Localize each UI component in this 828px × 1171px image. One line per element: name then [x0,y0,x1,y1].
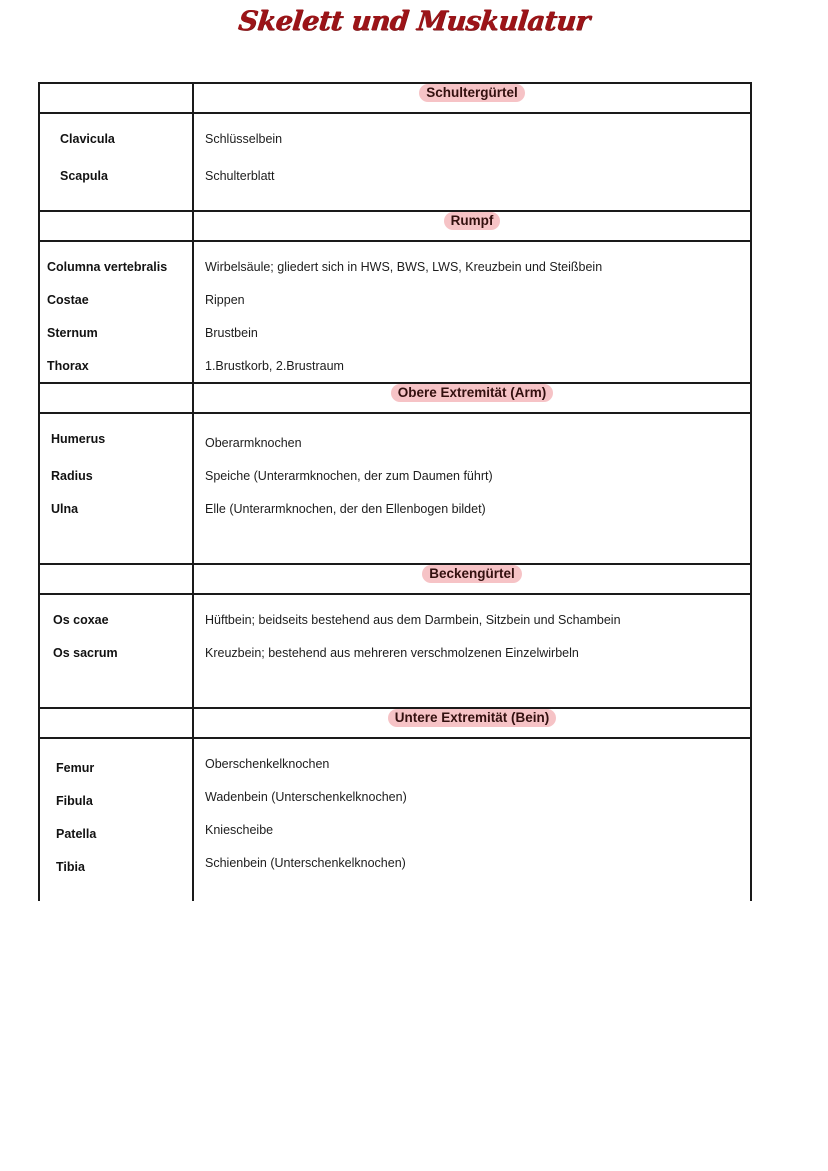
section-header-cell [193,211,751,241]
section-label-rumpf: Rumpf [444,212,501,230]
term-costae: Costae [47,293,89,307]
section-header-row [39,211,751,241]
term-clavicula: Clavicula [60,132,115,146]
section-label-schultergurtel: Schultergürtel [419,84,525,102]
section-header-cell [193,383,751,413]
section-header-row [39,564,751,594]
term-column [39,738,193,901]
section-header-spacer [39,83,193,113]
section-body-row [39,594,751,708]
section-header-spacer [39,708,193,738]
section-body-row [39,241,751,383]
description-column [193,594,751,708]
description-column [193,241,751,383]
term-column [39,413,193,564]
term-patella: Patella [56,827,97,841]
description-tibia: Schienbein (Unterschenkelknochen) [205,856,406,870]
term-columna-vertebralis: Columna vertebralis [47,260,168,274]
description-os-coxae: Hüftbein; beidseits bestehend aus dem Darmbein, Sitzbein und Schambein [205,613,621,627]
description-radius: Speiche (Unterarmknochen, der zum Daumen führt) [205,469,493,483]
description-humerus: Oberarmknochen [205,436,302,450]
bone-terminology-table [38,82,752,901]
term-os-sacrum: Os sacrum [53,646,118,660]
term-fibula: Fibula [56,794,93,808]
term-humerus: Humerus [51,432,106,446]
description-scapula: Schulterblatt [205,169,275,183]
term-radius: Radius [51,469,93,483]
section-label-obere-extremitaet: Obere Extremität (Arm) [391,384,554,402]
description-costae: Rippen [205,293,245,307]
page-title: Skelett und Muskulatur [236,6,592,37]
description-fibula: Wadenbein (Unterschenkelknochen) [205,790,407,804]
term-column [39,241,193,383]
section-header-cell [193,564,751,594]
section-body-row [39,413,751,564]
description-sternum: Brustbein [205,326,258,340]
description-clavicula: Schlüsselbein [205,132,283,146]
term-column [39,113,193,211]
section-label-beckengurtel: Beckengürtel [422,565,522,583]
description-column [193,113,751,211]
description-os-sacrum: Kreuzbein; bestehend aus mehreren verschmolzenen Einzelwirbeln [205,646,579,660]
section-label-untere-extremitaet: Untere Extremität (Bein) [388,709,557,727]
section-header-row [39,383,751,413]
section-header-cell [193,708,751,738]
description-thorax: 1.Brustkorb, 2.Brustraum [205,359,344,373]
section-body-row [39,113,751,211]
section-header-row [39,83,751,113]
section-header-row [39,708,751,738]
section-header-cell [193,83,751,113]
term-tibia: Tibia [56,860,85,874]
description-column [193,413,751,564]
section-body-row [39,738,751,901]
term-os-coxae: Os coxae [53,613,109,627]
term-thorax: Thorax [47,359,89,373]
description-columna-vertebralis: Wirbelsäule; gliedert sich in HWS, BWS, LWS, Kreuzbein und Steißbein [205,260,603,274]
section-header-spacer [39,383,193,413]
description-femur: Oberschenkelknochen [205,757,330,771]
description-column [193,738,751,901]
term-femur: Femur [56,761,95,775]
description-patella: Kniescheibe [205,823,274,837]
description-ulna: Elle (Unterarmknochen, der den Ellenbogen bildet) [205,502,486,516]
section-header-spacer [39,211,193,241]
term-scapula: Scapula [60,169,108,183]
term-sternum: Sternum [47,326,98,340]
section-header-spacer [39,564,193,594]
term-column [39,594,193,708]
term-ulna: Ulna [51,502,79,516]
